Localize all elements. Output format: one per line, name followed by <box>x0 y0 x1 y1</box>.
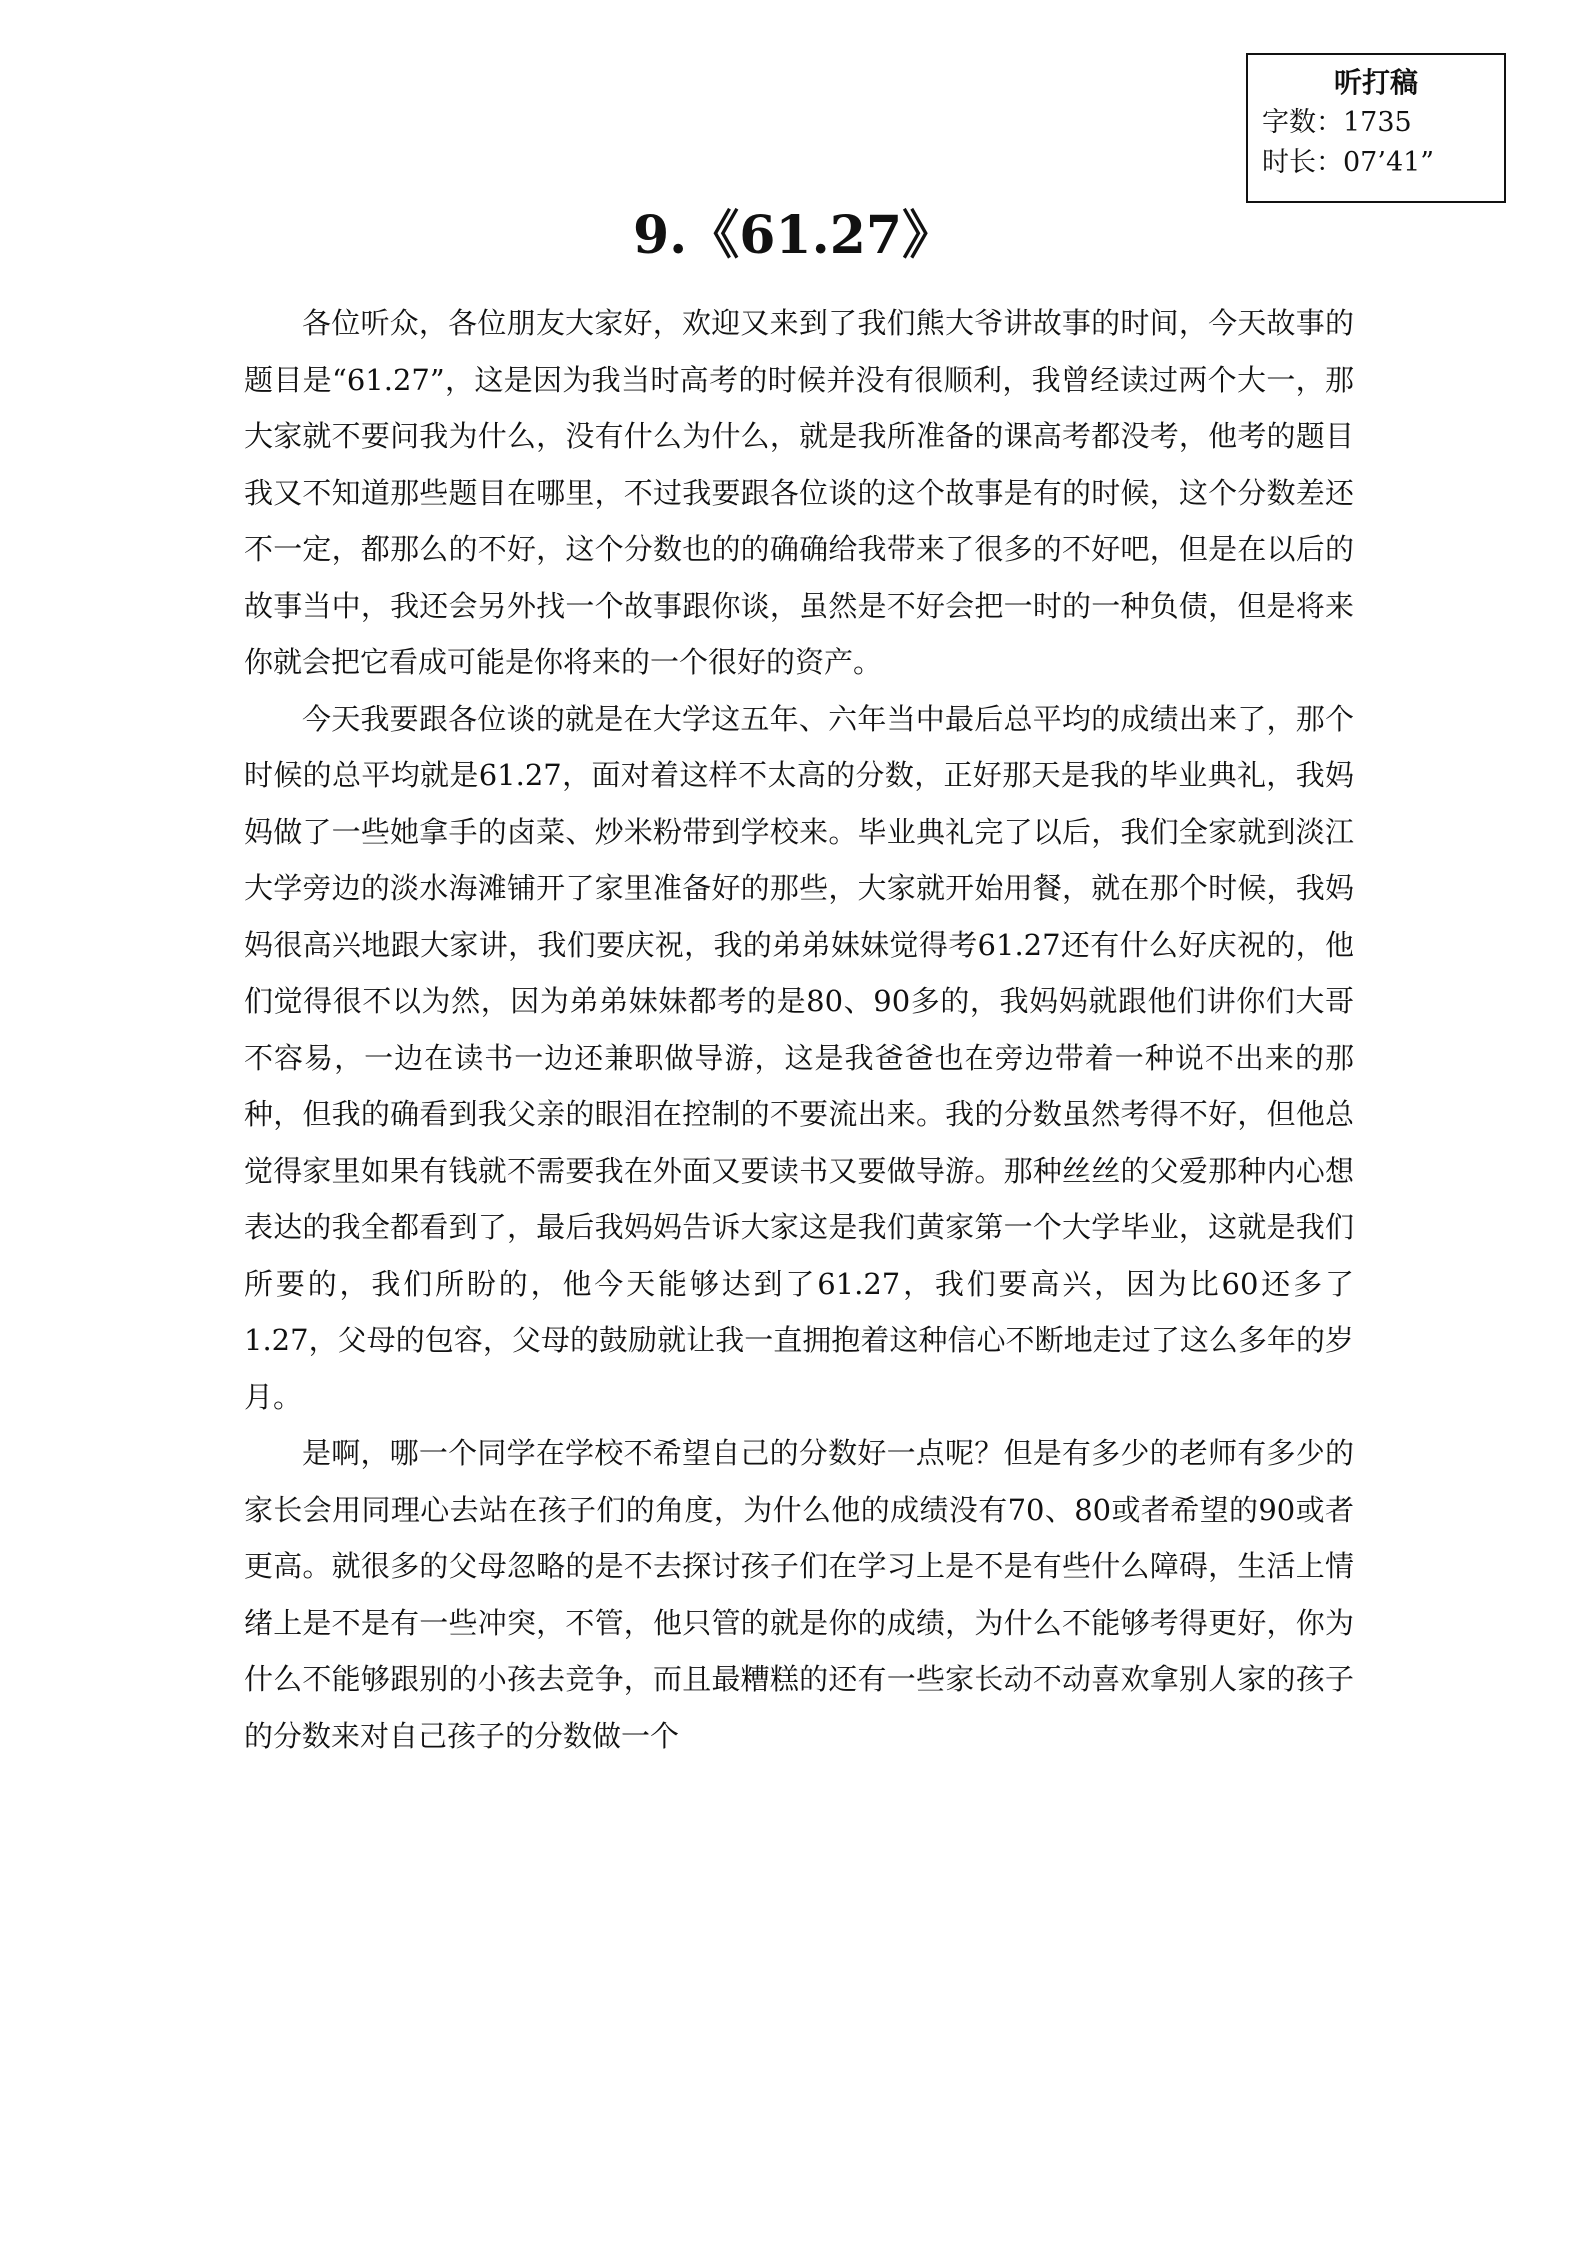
info-box <box>1246 53 1506 203</box>
paragraph: 今天我要跟各位谈的就是在大学这五年、六年当中最后总平均的成绩出来了，那个时候的总平均就是61.27，面对着这样不太高的分数，正好那天是我的毕业典礼，我妈妈做了一些她拿手的卤菜、炒米粉带到学校来。毕业典礼完了以后，我们全家就到淡江大学旁边的淡水海滩铺开了家里准备好的那些，大家就开始用餐，就在那个时候，我妈妈很高兴地跟大家讲，我们要庆祝，我的弟弟妹妹觉得考61.27还有什么好庆祝的，他们觉得很不以为然，因为弟弟妹妹都考的是80、90多的，我妈妈就跟他们讲你们大哥不容易，一边在读书一边还兼职做导游，这是我爸爸也在旁边带着一种说不出来的那种，但我的确看到我父亲的眼泪在控制的不要流出来。我的分数虽然考得不好，但他总觉得家里如果有钱就不需要我在外面又要读书又要做导游。那种丝丝的父爱那种内心想表达的我全都看到了，最后我妈妈告诉大家这是我们黄家第一个大学毕业，这就是我们所要的，我们所盼的，他今天能够达到了61.27，我们要高兴，因为比60还多了1.27，父母的包容，父母的鼓励就让我一直拥抱着这种信心不断地走过了这么多年的岁月。 <box>244 701 1354 1414</box>
duration: 时长：07’41” <box>1262 147 1435 178</box>
word-count: 字数：1735 <box>1262 107 1412 138</box>
info-box-title: 听打稿 <box>1333 66 1418 99</box>
document-title: 9.《61.27》 <box>632 205 955 266</box>
paragraph: 各位听众，各位朋友大家好，欢迎又来到了我们熊大爷讲故事的时间，今天故事的题目是“61.27”，这是因为我当时高考的时候并没有很顺利，我曾经读过两个大一，那大家就不要问我为什么，没有什么为什么，就是我所准备的课高考都没考，他考的题目我又不知道那些题目在哪里，不过我要跟各位谈的这个故事是有的时候，这个分数差还不一定，都那么的不好，这个分数也的的确确给我带来了很多的不好吧，但是在以后的故事当中，我还会另外找一个故事跟你谈，虽然是不好会把一时的一种负债，但是将来你就会把它看成可能是你将来的一个很好的资产。 <box>244 306 1354 679</box>
paragraph: 是啊，哪一个同学在学校不希望自己的分数好一点呢？但是有多少的老师有多少的家长会用同理心去站在孩子们的角度，为什么他的成绩没有70、80或者希望的90或者更高。就很多的父母忽略的是不去探讨孩子们在学习上是不是有些什么障碍，生活上情绪上是不是有一些冲突，不管，他只管的就是你的成绩，为什么不能够考得更好，你为什么不能够跟别的小孩去竞争，而且最糟糕的还有一些家长动不动喜欢拿别人家的孩子的分数来对自己孩子的分数做一个 <box>244 1436 1354 1753</box>
document-body <box>244 295 1354 1764</box>
